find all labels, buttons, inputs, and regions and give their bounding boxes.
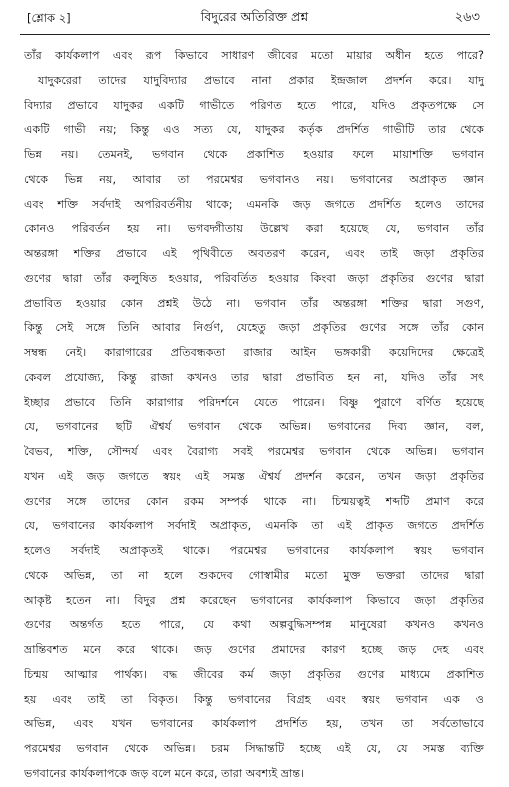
text-line: কোনও পরিবর্তন হয় না। ভগবদ্গীতায় উল্লেখ করা হয়েছে যে, ভগবান তাঁর [24, 222, 484, 236]
purport-text [24, 44, 484, 787]
text-line: যে, ভগবানের ছটি ঐশ্বর্য ভগবান থেকে অভিন্ন। ভগবানের দিব্য জ্ঞান, বল, [24, 420, 484, 434]
text-line: ইচ্ছার প্রভাবে তিনি কারাগার পরিদর্শনে যেতে পারেন। বিষ্ণু পুরাণে বর্ণিত হয়েছে [24, 395, 484, 409]
text-line: গুণের দ্বারা তাঁর কলুষিত হওয়ার, পরিবর্তিত হওয়ার কিংবা জড়া প্রকৃতির গুণের দ্বারা [24, 271, 484, 285]
text-line: চিন্ময় আত্মার পার্থক্য। বদ্ধ জীবের কর্ম জড়া প্রকৃতির গুণের মাধ্যমে প্রকাশিত [24, 667, 484, 681]
text-line: আকৃষ্ট হতেন না। বিদুর প্রশ্ন করেছেন ভগবানের কার্যকলাপ কিভাবে জড়া প্রকৃতির [24, 593, 484, 607]
text-line: যে, ভগবানের কার্যকলাপ সর্বদাই অপ্রাকৃত, এমনকি তা এই প্রাকৃত জগতে প্রদর্শিত [24, 519, 484, 533]
text-line: ভ্রান্তিবশত মনে করে থাকে। জড় গুণের প্রমাদের কারণ হচ্ছে জড় দেহ এবং [24, 643, 484, 656]
text-line: বিদ্যার প্রভাবে যাদুকর একটি গাভীতে পরিণত হতে পারে, যদিও প্রকৃতপক্ষে সে [24, 98, 484, 112]
text-line: অন্তরঙ্গা শক্তির প্রভাবে এই পৃথিবীতে অবতরণ করেন, এবং তাই জড়া প্রকৃতির [24, 247, 484, 260]
text-line: বৈভব, শক্তি, সৌন্দর্য এবং বৈরাগ্য সবই পরমেশ্বর ভগবান থেকে অভিন্ন। ভগবান [24, 445, 484, 458]
text-line: প্রভাবিত হওয়ার কোন প্রশ্নই উঠে না। ভগবান তাঁর অন্তরঙ্গা শক্তির দ্বারা সগুণ, [24, 296, 484, 310]
verse-reference: [শ্লোক ২] [27, 11, 71, 25]
page-number: ২৬৩ [454, 10, 480, 25]
text-line: এবং শক্তি সর্বদাই অপরিবর্তনীয় থাকে; এমনকি জড় জগতে প্রদর্শিত হলেও তাদের [24, 197, 484, 211]
text-line: হয় এবং তাই তা বিকৃত। কিন্তু ভগবানের বিগ্রহ এবং স্বয়ং ভগবান এক ও [24, 692, 484, 706]
text-line: কেবল প্রযোজ্য, কিন্তু রাজা কখনও তার দ্বারা প্রভাবিত হন না, যদিও তাঁর সৎ [24, 370, 484, 384]
text-line: অভিন্ন, এবং যখন ভগবানের কার্যকলাপ প্রদর্শিত হয়, তখন তা সর্বতোভাবে [24, 717, 484, 731]
text-line: কিন্তু সেই সঙ্গে তিনি আবার নির্গুণ, যেহেতু জড়া প্রকৃতির গুণের সঙ্গে তাঁর কোন [24, 321, 484, 335]
text-line: তাঁর কার্যকলাপ এবং রূপ কিভাবে সাধারণ জীবের মতো মায়ার অধীন হতে পারে? [24, 49, 484, 62]
text-line: থেকে অভিন্ন, তা না হলে শুকদেব গোস্বামীর মতো মুক্ত ভক্তরা তাদের দ্বারা [24, 568, 484, 582]
text-line: থেকে ভিন্ন নয়, আবার তা পরমেশ্বর ভগবানও নয়। ভগবানের অপ্রাকৃত জ্ঞান [24, 172, 484, 186]
text-line: গুণের অন্তর্গত হতে পারে, যে কথা অল্পবুদ্ধিসম্পন্ন মানুষেরা কখনও কখনও [24, 618, 484, 632]
chapter-title: বিদুরের অতিরিক্ত প্রশ্ন [200, 9, 309, 24]
text-line: হলেও সর্বদাই অপ্রাকৃতই থাকে। পরমেশ্বর ভগবানের কার্যকলাপ স্বয়ং ভগবান [24, 544, 484, 557]
text-line: পরমেশ্বর ভগবান থেকে অভিন্ন। চরম সিদ্ধান্তটি হচ্ছে এই যে, যে সমস্ত ব্যক্তি [24, 742, 484, 755]
header-rule [20, 34, 490, 35]
text-line: যখন এই জড় জগতে স্বয়ং এই সমস্ত ঐশ্বর্য প্রদর্শন করেন, তখন জড়া প্রকৃতির [24, 469, 484, 483]
text-line: একটি গাভী নয়; কিন্তু এও সত্য যে, যাদুকর কর্তৃক প্রদর্শিত গাভীটি তার থেকে [24, 123, 484, 137]
text-line: যাদুকরেরা তাদের যাদুবিদ্যার প্রভাবে নানা প্রকার ইন্দ্রজাল প্রদর্শন করে। যাদু [38, 73, 484, 87]
text-line: ভিন্ন নয়। তেমনই, ভগবান থেকে প্রকাশিত হওয়ার ফলে মায়াশক্তি ভগবান [24, 148, 484, 161]
text-line: সম্বন্ধ নেই। কারাগারের প্রতিবন্ধকতা রাজার আইন ভঙ্গকারী কয়েদিদের ক্ষেত্রেই [24, 346, 484, 359]
text-line: গুণের সঙ্গে তাদের কোন রকম সম্পর্ক থাকে না। চিন্ময়ত্বই শব্দটি প্রমাণ করে [24, 494, 484, 508]
text-line: ভগবানের কার্যকলাপকে জড় বলে মনে করে, তারা অবশ্যই ভ্রান্ত। [24, 766, 305, 780]
